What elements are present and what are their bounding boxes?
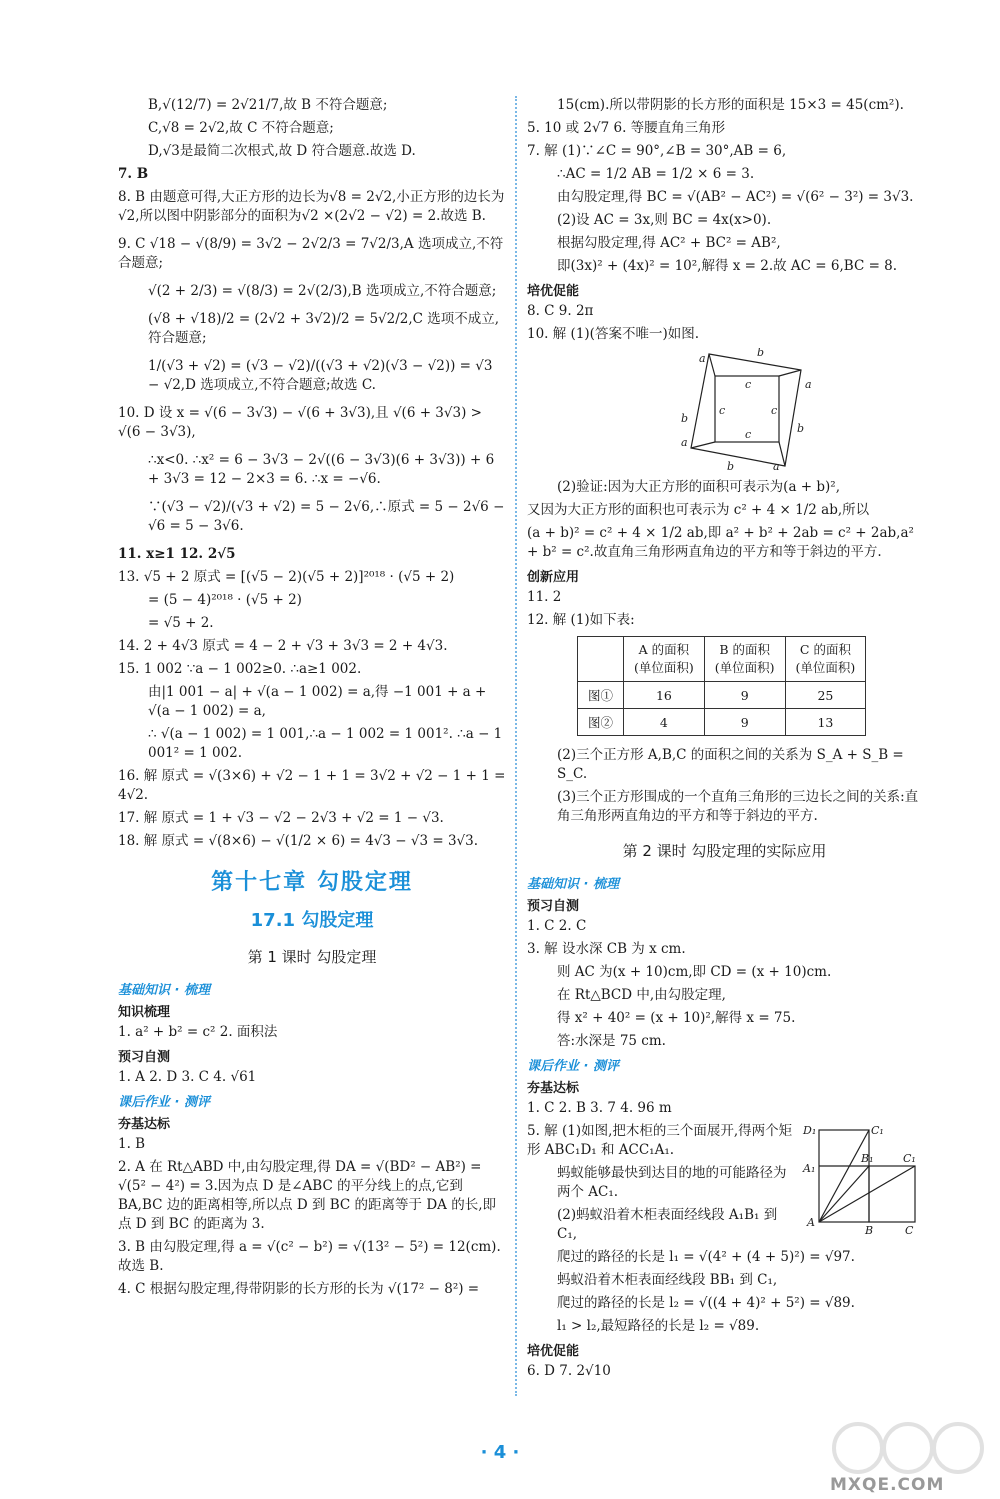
answer-line: 7. B (118, 166, 149, 182)
label-B1: B₁ (861, 1152, 874, 1165)
watermark-text: MXQE.COM (830, 1475, 945, 1495)
answer-line: 又因为大正方形的面积也可表示为 c² + 4 × 1/2 ab,所以 (527, 502, 870, 518)
right-column (527, 96, 922, 1385)
answer-line: 9. C √18 − √(8/9) = 3√2 − 2√2/3 = 7√2/3,A 选项成立,不符合题意; (118, 236, 504, 271)
answer-line: 蚂蚁沿着木柜表面经线段 BB₁ 到 C₁, (557, 1272, 778, 1288)
answer-line: 11. 2 (527, 589, 562, 605)
answer-line: 3. B 由勾股定理,得 a = √(c² − b²) = √(13² − 5²) = 12(cm).故选 B. (118, 1239, 501, 1274)
answer-line: (2)蚂蚁沿着木柜表面经线段 A₁B₁ 到 C₁, (557, 1207, 778, 1242)
section-heading-homework: 课后作业 · 测评 (118, 1095, 210, 1110)
answer-line: 根据勾股定理,得 AC² + BC² = AB², (557, 235, 781, 251)
answer-line: 4. C 根据勾股定理,得带阴影的长方形的长为 √(17² − 8²) = (118, 1281, 480, 1297)
answer-line: 则 AC 为(x + 10)cm,即 CD = (x + 10)cm. (557, 964, 832, 980)
table-header-cell: A 的面积 (单位面积) (624, 637, 705, 682)
label-a: a (773, 460, 780, 472)
section-title: 17.1 勾股定理 (250, 910, 374, 931)
label-c: c (771, 404, 778, 417)
table-cell: 9 (704, 682, 785, 709)
answer-line: ∴ √(a − 1 002) = 1 001,∴a − 1 002 = 1 001². ∴a − 1 001² = 1 002. (148, 726, 503, 761)
answer-line: 1. C 2. B 3. 7 4. 96 m (527, 1100, 672, 1116)
table-header-cell (578, 637, 624, 682)
answer-line: D,√3是最简二次根式,故 D 符合题意.故选 D. (148, 143, 416, 159)
label-b: b (681, 412, 689, 425)
answer-line: 爬过的路径的长是 l₂ = √((4 + 4)² + 5²) = √89. (557, 1295, 855, 1311)
answer-line: 8. C 9. 2π (527, 303, 594, 319)
lesson-title: 第 2 课时 勾股定理的实际应用 (622, 842, 827, 860)
answer-line: 15(cm).所以带阴影的长方形的面积是 15×3 = 45(cm²). (557, 97, 904, 113)
pythagoras-square-figure (677, 348, 817, 472)
answer-line: 由|1 001 − a| + √(a − 1 002) = a,得 −1 001 + a + √(a − 1 002) = a, (148, 684, 487, 719)
column-divider (515, 96, 517, 1396)
answer-line: (2)三个正方形 A,B,C 的面积之间的关系为 S_A + S_B = S_C. (557, 747, 904, 782)
table-row (578, 709, 866, 736)
answer-line: 得 x² + 40² = (x + 10)²,解得 x = 75. (557, 1010, 796, 1026)
page-number: · 4 · (480, 1442, 520, 1463)
table-cell: 25 (785, 682, 866, 709)
answer-line: 1/(√3 + √2) = (√3 − √2)/((√3 + √2)(√3 − √2)) = √3 − √2,D 选项成立,不符合题意;故选 C. (148, 358, 493, 393)
answer-line: 7. 解 (1)∵∠C = 90°,∠B = 30°,AB = 6, (527, 143, 787, 159)
answer-line: 6. D 7. 2√10 (527, 1363, 611, 1379)
answer-line: = √5 + 2. (148, 615, 214, 631)
table-cell: 9 (704, 709, 785, 736)
label-b: b (757, 348, 765, 359)
answer-line: 15. 1 002 ∵a − 1 002≥0. ∴a≥1 002. (118, 661, 362, 677)
subheading-basic: 夯基达标 (118, 1117, 171, 1132)
answer-line: 13. √5 + 2 原式 = [(√5 − 2)(√5 + 2)]²⁰¹⁸ · (√5 + 2) (118, 569, 455, 585)
label-A1: A₁ (803, 1162, 816, 1175)
answer-line: (a + b)² = c² + 4 × 1/2 ab,即 a² + b² + 2ab = c² + 2ab,a² + b² = c².故直角三角形两直角边的平方和等于斜边的平方. (527, 525, 914, 560)
answer-line: C,√8 = 2√2,故 C 不符合题意; (148, 120, 334, 136)
chapter-title: 第十七章 勾股定理 (211, 870, 413, 895)
answer-line: = (5 − 4)²⁰¹⁸ · (√5 + 2) (148, 592, 302, 608)
answer-line: 答:水深是 75 cm. (557, 1033, 666, 1049)
problem-5-block (527, 1122, 922, 1336)
table-row (578, 682, 866, 709)
label-a: a (681, 436, 688, 449)
answer-line: 2. A 在 Rt△ABD 中,由勾股定理,得 DA = √(BD² − AB²) = √(5² − 4²) = 3.因为点 D 是∠ABC 的平分线上的点,它到 BA,BC 边的距离相等,所以点 D 到 BC 的距离等于 DA 的长,即点 D 到 BC 的距离为 3. (118, 1159, 496, 1232)
answer-line: 18. 解 原式 = √(8×6) − √(1/2 × 6) = 4√3 − √3 = 3√3. (118, 833, 479, 849)
answer-line: 蚂蚁能够最快到达目的地的可能路径为两个 AC₁. (557, 1165, 787, 1200)
answer-line: l₁ > l₂,最短路径的长是 l₂ = √89. (557, 1318, 760, 1334)
label-c: c (745, 428, 752, 441)
answer-line: (√8 + √18)/2 = (2√2 + 3√2)/2 = 5√2/2,C 选项不成立,符合题意; (148, 311, 500, 346)
subheading-knowledge: 知识梳理 (118, 1005, 171, 1020)
cabinet-unfold-figure (799, 1122, 917, 1238)
table-header-row (578, 637, 866, 682)
table-header-cell: C 的面积 (单位面积) (785, 637, 866, 682)
answer-line: 爬过的路径的长是 l₁ = √(4² + (4 + 5)²) = √97. (557, 1249, 855, 1265)
left-column (118, 96, 506, 1303)
area-table (577, 636, 866, 736)
label-B: B (865, 1224, 874, 1237)
answer-line: 5. 10 或 2√7 6. 等腰直角三角形 (527, 120, 726, 136)
answer-line: 即(3x)² + (4x)² = 10²,解得 x = 2.故 AC = 6,BC = 8. (557, 258, 898, 274)
subheading-preview: 预习自测 (527, 899, 580, 914)
answer-line: 12. 解 (1)如下表: (527, 612, 635, 628)
table-cell: 4 (624, 709, 705, 736)
outer-square (691, 354, 801, 466)
answer-line: (3)三个正方形围成的一个直角三角形的三边长之间的关系:直角三角形两直角边的平方和等于斜边的平方. (557, 789, 919, 824)
table-cell: 图② (578, 709, 624, 736)
answer-line: ∴AC = 1/2 AB = 1/2 × 6 = 3. (557, 166, 755, 182)
answer-line: 10. D 设 x = √(6 − 3√3) − √(6 + 3√3),且 √(6 + 3√3) > √(6 − 3√3), (118, 405, 482, 440)
answer-line: 1. A 2. D 3. C 4. √61 (118, 1069, 257, 1085)
label-D1: D₁ (803, 1124, 817, 1137)
label-c: c (719, 404, 726, 417)
label-a: a (699, 352, 706, 365)
section-heading-basic: 基础知识 · 梳理 (527, 877, 619, 892)
answer-line: 16. 解 原式 = √(3×6) + √2 − 1 + 1 = 3√2 + √2 − 1 + 1 = 4√2. (118, 768, 506, 803)
subheading-innovation: 创新应用 (527, 570, 580, 585)
answer-line: ∵(√3 − √2)/(√3 + √2) = 5 − 2√6,∴原式 = 5 − 2√6 − √6 = 5 − 3√6. (148, 499, 505, 534)
answer-line: 10. 解 (1)(答案不唯一)如图. (527, 326, 699, 342)
table-cell: 图① (578, 682, 624, 709)
section-heading-homework: 课后作业 · 测评 (527, 1059, 619, 1074)
section-heading-basic: 基础知识 · 梳理 (118, 983, 210, 998)
answer-line: 5. 解 (1)如图,把木柜的三个面展开,得两个矩形 ABC₁D₁ 和 ACC₁A₁. (527, 1123, 793, 1158)
answer-line: B,√(12/7) = 2√21/7,故 B 不符合题意; (148, 97, 388, 113)
answer-line: 在 Rt△BCD 中,由勾股定理, (557, 987, 726, 1003)
answer-line: 11. x≥1 12. 2√5 (118, 546, 236, 562)
table-cell: 13 (785, 709, 866, 736)
answer-line: 17. 解 原式 = 1 + √3 − √2 − 2√3 + √2 = 1 − √3. (118, 810, 444, 826)
label-C: C (905, 1224, 914, 1237)
label-b: b (727, 460, 735, 472)
answer-line: 由勾股定理,得 BC = √(AB² − AC²) = √(6² − 3²) = 3√3. (557, 189, 914, 205)
subheading-advanced: 培优促能 (527, 284, 580, 299)
label-C1: C₁ (903, 1152, 916, 1165)
answer-line: (2)设 AC = 3x,则 BC = 4x(x>0). (557, 212, 772, 228)
answer-line: 1. a² + b² = c² 2. 面积法 (118, 1024, 278, 1040)
answer-line: 14. 2 + 4√3 原式 = 4 − 2 + √3 + 3√3 = 2 + 4√3. (118, 638, 448, 654)
label-C1: C₁ (871, 1124, 884, 1137)
answer-line: 1. C 2. C (527, 918, 587, 934)
answer-line: (2)验证:因为大正方形的面积可表示为(a + b)², (557, 479, 840, 495)
label-b: b (797, 422, 805, 435)
subheading-preview: 预习自测 (118, 1050, 171, 1065)
subheading-basic: 夯基达标 (527, 1081, 580, 1096)
label-A: A (807, 1216, 815, 1229)
label-a: a (805, 378, 812, 391)
answer-line: √(2 + 2/3) = √(8/3) = 2√(2/3),B 选项成立,不符合题意; (148, 283, 497, 299)
subheading-advanced: 培优促能 (527, 1344, 580, 1359)
answer-line: ∴x<0. ∴x² = 6 − 3√3 − 2√((6 − 3√3)(6 + 3√3)) + 6 + 3√3 = 12 − 2×3 = 6. ∴x = −√6. (148, 452, 495, 487)
answer-line: 8. B 由题意可得,大正方形的边长为√8 = 2√2,小正方形的边长为√2,所以图中阴影部分的面积为√2 ×(2√2 − √2) = 2.故选 B. (118, 189, 505, 224)
table-cell: 16 (624, 682, 705, 709)
answer-line: 3. 解 设水深 CB 为 x cm. (527, 941, 686, 957)
lesson-title: 第 1 课时 勾股定理 (247, 948, 377, 966)
table-header-cell: B 的面积 (单位面积) (704, 637, 785, 682)
label-c: c (745, 378, 752, 391)
answer-line: 1. B (118, 1136, 146, 1152)
